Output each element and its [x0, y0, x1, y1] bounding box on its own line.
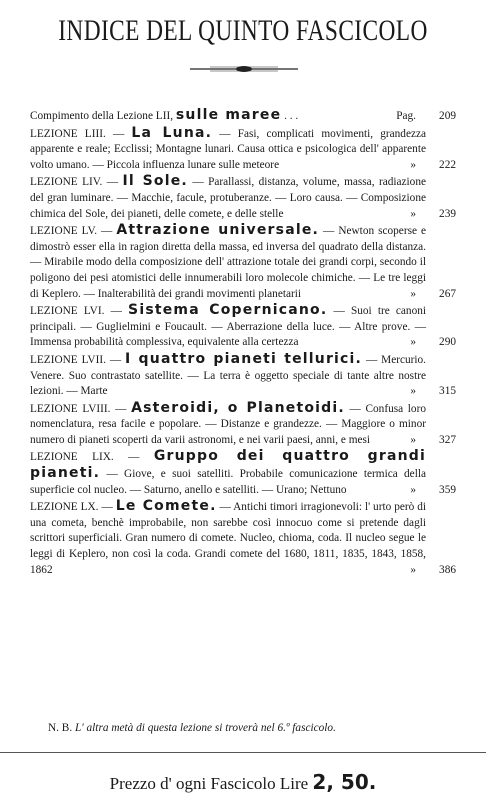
toc-entry-text — [30, 499, 456, 578]
lesson-summary: — Antichi timori irragionevoli: l' urto però di una cometa, benchè improbabile, non sarebbe così innocuo come si pretende dagli scrittori superficiali. Gran numero di comete. Nucleo, chioma, coda. Il nucleo segue le leggi di Keplero, non così la coda. Grandi comete del 1680, 1811, 1835, 1843, 1858, 1862 — [30, 501, 426, 576]
price-label: Prezzo d' ogni Fascicolo Lire — [109, 774, 309, 793]
page-prefix: Pag. — [396, 110, 416, 122]
lesson-summary: — Confusa loro nomenclatura, resa facile e popolare. — Distanze e grandezze. — Maggiore o minor numero di pianeti scoperti da varii astronomi, e nei varii paesi, anni, e mesi — [30, 402, 426, 446]
toc-entry — [30, 401, 456, 449]
lesson-summary: — Giove, e suoi satelliti. Probabile comunicazione termica della superficie col nucleo. — Saturno, anello e satelliti. — Urano; Nettuno — [30, 468, 426, 496]
toc-entry — [30, 174, 456, 222]
page-number: 267 — [439, 287, 456, 300]
lesson-number: LEZIONE LIX. — — [30, 451, 140, 464]
lesson-number: LEZIONE LIII. — — [30, 127, 125, 140]
price-amount: 2, 50. — [312, 770, 377, 794]
page-number: 290 — [439, 336, 456, 349]
toc-entry — [30, 499, 456, 578]
toc-entry-text — [30, 223, 456, 302]
page-prefix: » — [410, 433, 416, 446]
toc-entry — [30, 126, 456, 174]
divider — [0, 752, 486, 753]
lesson-title: Il Sole. — [122, 173, 188, 190]
lesson-number: LEZIONE LIV. — — [30, 176, 119, 189]
lesson-summary: . . . — [281, 110, 299, 122]
table-of-contents — [30, 108, 456, 579]
lesson-title: I quattro pianeti tellurici. — [125, 350, 363, 367]
lesson-summary: — Fasi, complicati movimenti, grandezza apparente e reale; Ecclissi; Montagne lunari. Causa ottica e psicologica dell' apparente volto umano. — Piccola influenza lunare sulle meteore — [30, 127, 427, 171]
lesson-summary: — Parallassi, distanza, volume, massa, radiazione del gran luminare. — Macchie, facule, protuberanze. — Loro causa. — Composizione chimica del Sole, dei pianeti, delle comete, e delle stelle — [30, 176, 426, 220]
page-prefix: » — [410, 385, 416, 398]
lesson-number: LEZIONE LX. — — [30, 501, 113, 514]
lesson-number: LEZIONE LV. — — [30, 225, 113, 238]
toc-entry — [30, 352, 456, 400]
toc-entry-text — [30, 449, 456, 498]
page-title: INDICE DEL QUINTO FASCICOLO — [58, 14, 428, 47]
toc-entry — [30, 223, 456, 302]
lesson-summary: — Newton scoperse e dimostrò esser ella in ragion diretta della massa, ed inversa del quadrato della distanza. — Mirabile modo della composizione dell' attrazione totale dei grandi corpi, secondo il poligono dei pesi atomistici delle innumerabili loro molecole chimiche. — Le tre leggi di Keplero. — Inalterabilità dei grandi movimenti planetarii — [30, 225, 427, 300]
footnote — [48, 722, 336, 734]
price-line — [0, 770, 486, 794]
lesson-number: Compimento della Lezione LII, — [30, 110, 174, 122]
lesson-title: sulle maree — [175, 107, 282, 123]
lesson-title: Attrazione universale. — [116, 222, 320, 239]
toc-entry-text — [30, 126, 456, 174]
page-prefix: » — [410, 207, 416, 220]
lesson-title: La Luna. — [131, 124, 213, 141]
toc-entry — [30, 449, 456, 498]
page-number: 386 — [439, 563, 456, 576]
toc-entry-text — [30, 352, 456, 400]
page-prefix: » — [410, 563, 416, 576]
footnote-text: L' altra metà di questa lezione si troverà nel 6.º fascicolo. — [72, 722, 336, 734]
lesson-number: LEZIONE LVIII. — — [30, 402, 127, 415]
toc-entry-text — [30, 303, 456, 351]
lesson-title: Sistema Copernicano. — [128, 302, 328, 319]
lesson-title: Le Comete. — [115, 498, 217, 515]
page-prefix: » — [410, 287, 416, 300]
toc-entry-text — [30, 401, 456, 449]
page-prefix: » — [410, 336, 416, 349]
lesson-title: Gruppo dei quattro grandi pianeti. — [30, 448, 427, 482]
lesson-summary: — Mercurio. Venere. Suo contrastato satellite. — La terra è oggetto speciale di tante altre nostre lezioni. — Marte — [30, 353, 427, 398]
toc-entry-text — [30, 174, 456, 222]
lesson-title: Asteroidi, o Planetoidi. — [131, 399, 345, 416]
page-number: 209 — [439, 110, 456, 122]
page-number: 327 — [439, 433, 456, 446]
ornamental-rule — [190, 64, 298, 74]
lesson-number: LEZIONE LVI. — — [30, 305, 122, 318]
page-number: 315 — [439, 385, 456, 398]
page-prefix: » — [410, 483, 416, 496]
lesson-summary: — Suoi tre canoni principali. — Guglielmini e Foucault. — Aberrazione della luce. — Altre prove. — Immensa probabilità complessiva, equivalente alla certezza — [30, 305, 427, 349]
page-prefix: » — [410, 158, 416, 171]
toc-entry-text — [30, 108, 456, 125]
footnote-label: N. B. — [48, 722, 73, 734]
toc-entry — [30, 108, 456, 125]
page-number: 359 — [439, 483, 456, 496]
toc-entry — [30, 303, 456, 351]
lesson-number: LEZIONE LVII. — — [30, 353, 122, 366]
page-number: 222 — [439, 158, 456, 171]
page-number: 239 — [439, 207, 456, 220]
